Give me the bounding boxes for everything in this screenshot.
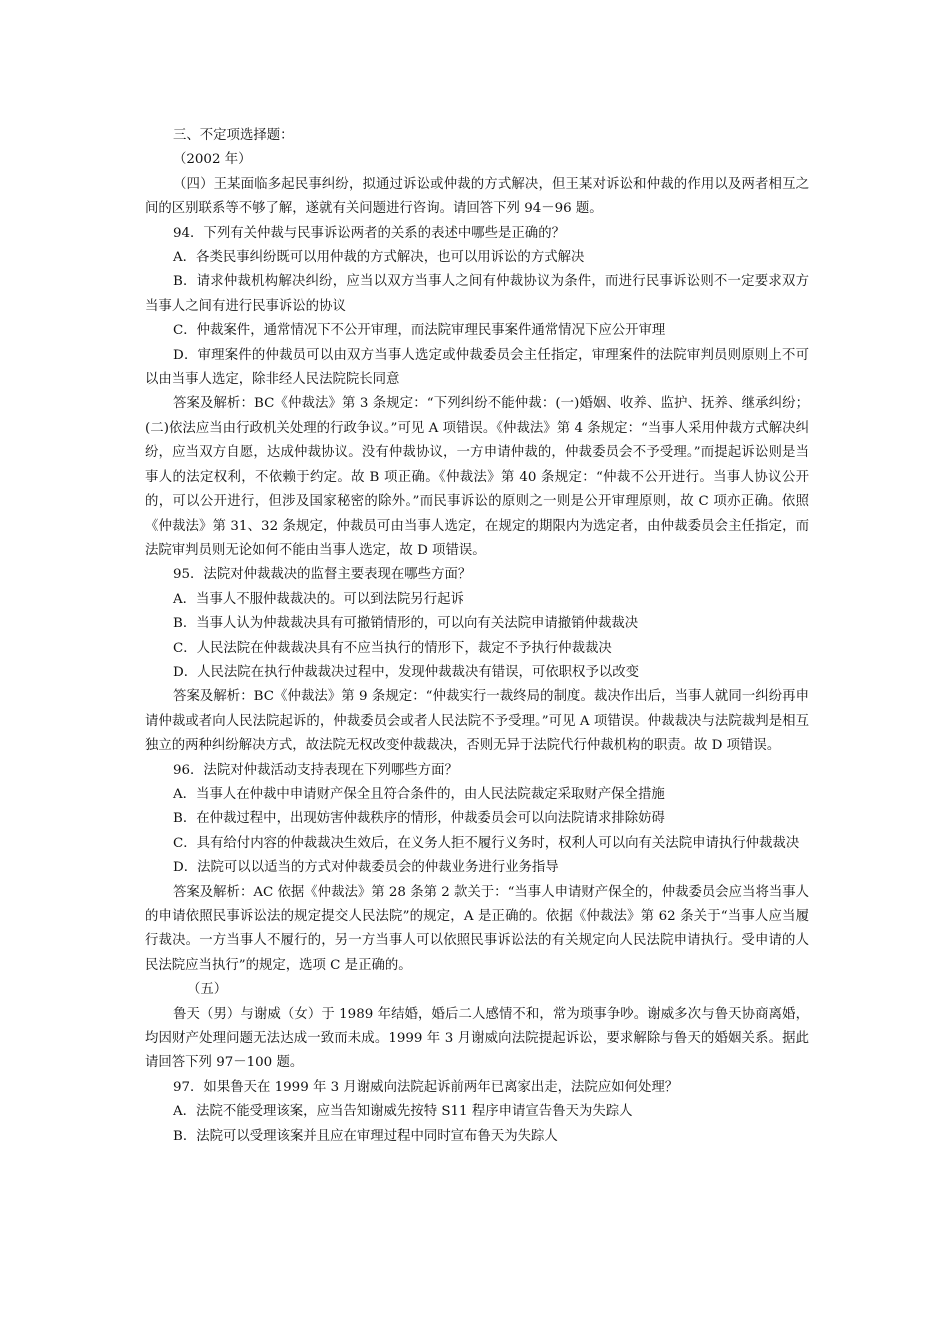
option-95-b: B．当事人认为仲裁裁决具有可撤销情形的，可以向有关法院申请撤销仲裁裁决 xyxy=(173,616,639,632)
option-97-a: A．法院不能受理该案，应当告知谢威先按特 S11 程序申请宣告鲁天为失踪人 xyxy=(173,1104,633,1120)
option-95-c: C．人民法院在仲裁裁决具有不应当执行的情形下，裁定不予执行仲裁裁决 xyxy=(173,640,612,656)
option-96-d: D．法院可以以适当的方式对仲裁委员会的仲裁业务进行业务指导 xyxy=(173,860,559,876)
option-95-d: D．人民法院在执行仲裁裁决过程中，发现仲裁裁决有错误，可依职权予以改变 xyxy=(173,664,640,680)
question-94: 94．下列有关仲裁与民事诉讼两者的关系的表述中哪些是正确的？ xyxy=(173,225,565,241)
option-94-b: B．请求仲裁机构解决纠纷，应当以双方当事人之间有仲裁协议为条件，而进行民事诉讼则不一定要求双方当事人之间有进行民事诉讼的协议 xyxy=(145,274,809,314)
document-page xyxy=(145,124,809,1149)
case-label-5: （五） xyxy=(187,982,228,998)
option-96-b: B．在仲裁过程中，出现妨害仲裁秩序的情形，仲裁委员会可以向法院请求排除妨碍 xyxy=(173,811,665,827)
option-94-d: D．审理案件的仲裁员可以由双方当事人选定或仲裁委员会主任指定，审理案件的法院审判员则原则上不可以由当事人选定，除非经人民法院院长同意 xyxy=(145,347,809,388)
answer-95: 答案及解析：BC《仲裁法》第 9 条规定：“仲裁实行一裁终局的制度。裁决作出后，当事人就同一纠纷再申请仲裁或者向人民法院起诉的，仲裁委员会或者人民法院不予受理。”可见 A 项错误。仲裁裁决与法院裁判是相互独立的两种纠纷解决方式，故法院无权改变仲裁裁决，否则无异于法院代行仲裁机构的职责。故 D 项错误。 xyxy=(145,689,809,754)
year-label: （2002 年） xyxy=(173,152,252,168)
option-94-c: C．仲裁案件，通常情况下不公开审理，而法院审理民事案件通常情况下应公开审理 xyxy=(173,323,666,339)
answer-94: 答案及解析：BC《仲裁法》第 3 条规定：“下列纠纷不能仲裁：(一)婚姻、收养、监护、抚养、继承纠纷；(二)依法应当由行政机关处理的行政争议。”可见 A 项错误。《仲裁法》第 4 条规定：“当事人采用仲裁方式解决纠纷，应当双方自愿，达成仲裁协议。没有仲裁协议，一方申请仲裁的，仲裁委员会不予受理。”而提起诉讼则是当事人的法定权利，不依赖于约定。故 B 项正确。《仲裁法》第 40 条规定：“仲裁不公开进行。当事人协议公开的，可以公开进行，但涉及国家秘密的除外。”而民事诉讼的原则之一则是公开审理原则，故 C 项亦正确。依照《仲裁法》第 31、32 条规定，仲裁员可由当事人选定，在规定的期限内为选定者，由仲裁委员会主任指定，而法院审判员则无论如何不能由当事人选定，故 D 项错误。 xyxy=(145,396,809,558)
case-intro-4: （四）王某面临多起民事纠纷，拟通过诉讼或仲裁的方式解决，但王某对诉讼和仲裁的作用以及两者相互之间的区别联系等不够了解，遂就有关问题进行咨询。请回答下列 94－96 题。 xyxy=(145,176,809,217)
option-94-a: A．各类民事纠纷既可以用仲裁的方式解决，也可以用诉讼的方式解决 xyxy=(173,250,585,266)
section-heading: 三、不定项选择题： xyxy=(173,128,294,143)
option-96-c: C．具有给付内容的仲裁裁决生效后，在义务人拒不履行义务时，权利人可以向有关法院申请执行仲裁裁决 xyxy=(173,835,800,851)
option-95-a: A．当事人不服仲裁裁决的。可以到法院另行起诉 xyxy=(173,591,464,607)
question-95: 95．法院对仲裁裁决的监督主要表现在哪些方面？ xyxy=(173,567,472,583)
option-97-b: B．法院可以受理该案并且应在审理过程中同时宣布鲁天为失踪人 xyxy=(173,1128,558,1144)
question-97: 97．如果鲁天在 1999 年 3 月谢威向法院起诉前两年已离家出走，法院应如何处理？ xyxy=(173,1079,679,1095)
question-96: 96．法院对仲裁活动支持表现在下列哪些方面？ xyxy=(173,762,458,778)
answer-96: 答案及解析：AC 依据《仲裁法》第 28 条第 2 款关于：“当事人申请财产保全的，仲裁委员会应当将当事人的申请依照民事诉讼法的规定提交人民法院”的规定，A 是正确的。依据《仲裁法》第 62 条关于“当事人应当履行裁决。一方当事人不履行的，另一方当事人可以依照民事诉讼法的有关规定向人民法院申请执行。受申请的人民法院应当执行”的规定，选项 C 是正确的。 xyxy=(145,884,810,973)
case-intro-5: 鲁天（男）与谢威（女）于 1989 年结婚，婚后二人感情不和，常为琐事争吵。谢威多次与鲁天协商离婚，均因财产处理问题无法达成一致而未成。1999 年 3 月谢威向法院提起诉讼，要求解除与鲁天的婚姻关系。据此请回答下列 97－100 题。 xyxy=(145,1006,809,1071)
option-96-a: A．当事人在仲裁中申请财产保全且符合条件的，由人民法院裁定采取财产保全措施 xyxy=(173,786,665,802)
